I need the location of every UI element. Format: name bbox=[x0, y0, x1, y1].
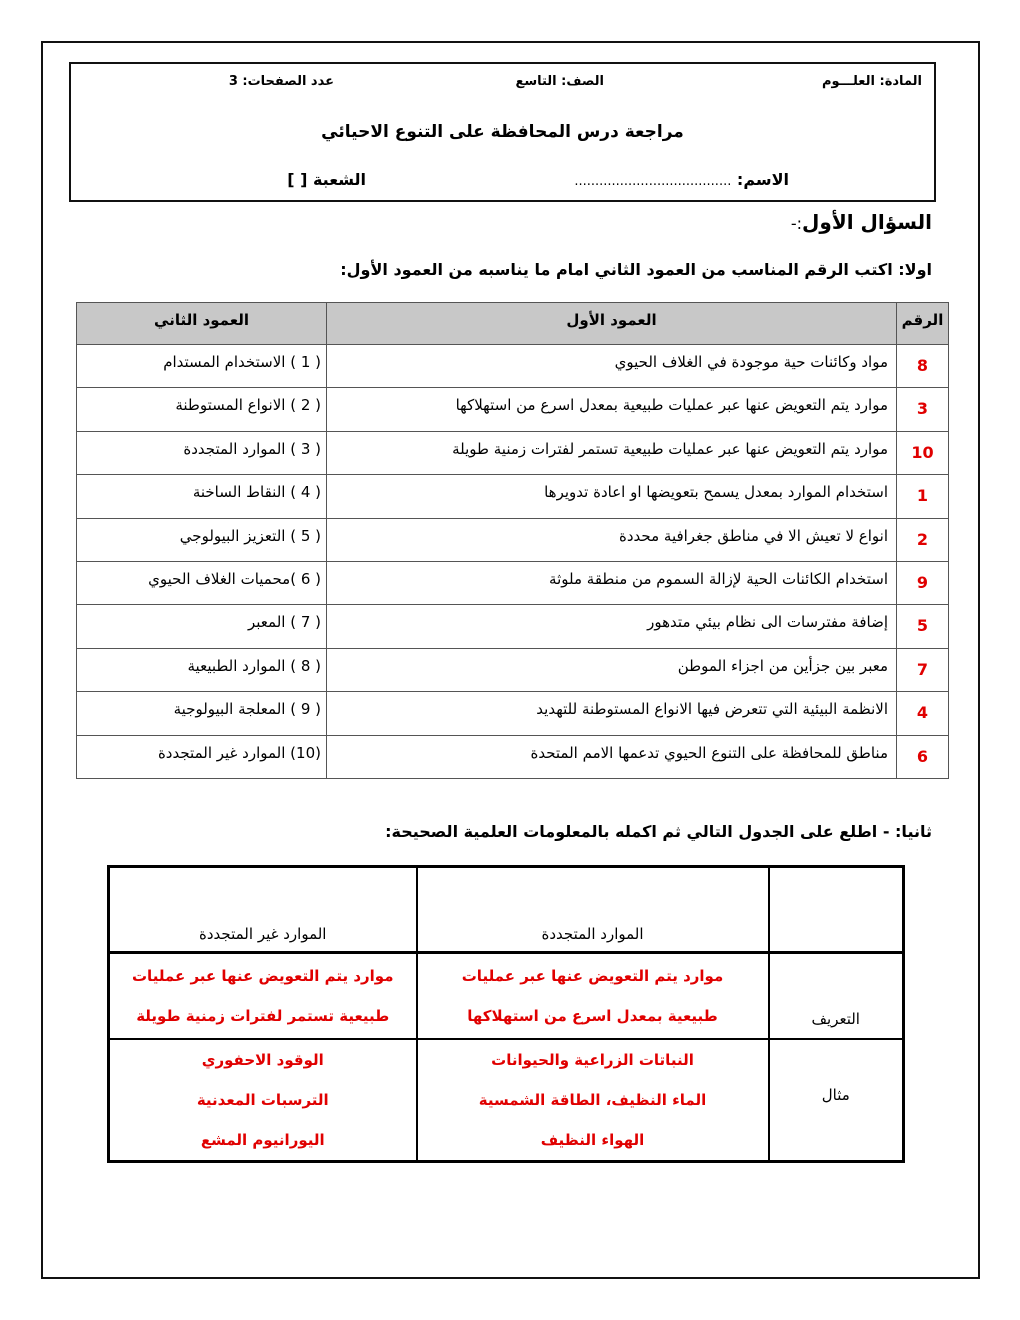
definition-cell: استخدام الكائنات الحية لإزالة السموم من منطقة ملوثة bbox=[327, 561, 897, 604]
term-cell: ( 2 ) الانواع المستوطنة bbox=[77, 388, 327, 431]
name-label: الاسم: bbox=[736, 170, 789, 189]
table-row bbox=[77, 692, 949, 735]
answer-cell[interactable]: 5 bbox=[897, 605, 949, 648]
definition-label: التعريف bbox=[769, 953, 904, 1039]
question1-title: السؤال الأول bbox=[802, 210, 932, 234]
table-row bbox=[77, 648, 949, 691]
grade-label: الصف: bbox=[561, 74, 604, 89]
worksheet-title: مراجعة درس المحافظة على التنوع الاحيائي bbox=[321, 122, 684, 142]
name-blank[interactable]: ...................................... bbox=[574, 174, 732, 189]
answer-line: الترسبات المعدنية bbox=[196, 1090, 329, 1109]
blank-header-cell bbox=[769, 867, 904, 953]
term-cell: ( 3 ) الموارد المتجددة bbox=[77, 431, 327, 474]
nonrenewable-header: الموارد غير المتجددة bbox=[109, 867, 417, 953]
definition-cell: مناطق للمحافظة على التنوع الحيوي تدعمها الامم المتحدة bbox=[327, 735, 897, 778]
definition-cell: مواد وكائنات حية موجودة في الغلاف الحيوي bbox=[327, 345, 897, 388]
answer-cell[interactable]: 3 bbox=[897, 388, 949, 431]
header-number: الرقم bbox=[897, 303, 949, 345]
pages-field bbox=[229, 74, 334, 89]
renewable-header: الموارد المتجددة bbox=[417, 867, 769, 953]
part2-instruction: ثانيا: - اطلع على الجدول التالي ثم اكمله بالمعلومات العلمية الصحيحة: bbox=[385, 822, 932, 841]
pages-label: عدد الصفحات: bbox=[242, 74, 334, 89]
worksheet-header bbox=[69, 62, 936, 202]
answer-line: النباتات الزراعية والحيوانات bbox=[491, 1050, 694, 1069]
definition-cell: موارد يتم التعويض عنها عبر عمليات طبيعية تستمر لفترات زمنية طويلة bbox=[327, 431, 897, 474]
name-field[interactable] bbox=[574, 170, 789, 189]
table-row bbox=[77, 561, 949, 604]
section-field[interactable]: الشعبة [ ] bbox=[287, 170, 366, 189]
term-cell: ( 4 ) النقاط الساخنة bbox=[77, 475, 327, 518]
definition-row bbox=[109, 953, 904, 1039]
definition-cell: انواع لا تعيش الا في مناطق جغرافية محددة bbox=[327, 518, 897, 561]
grade-field bbox=[515, 74, 604, 89]
nonrenewable-example-cell[interactable] bbox=[109, 1039, 417, 1162]
example-label: مثال bbox=[769, 1039, 904, 1162]
answer-line: الهواء النظيف bbox=[540, 1130, 645, 1149]
answer-cell[interactable]: 7 bbox=[897, 648, 949, 691]
table-row bbox=[77, 518, 949, 561]
answer-cell[interactable]: 6 bbox=[897, 735, 949, 778]
nonrenewable-definition-cell[interactable] bbox=[109, 953, 417, 1039]
definition-cell: إضافة مفترسات الى نظام بيئي متدهور bbox=[327, 605, 897, 648]
header-column1: العمود الأول bbox=[327, 303, 897, 345]
definition-cell: الانظمة البيئية التي تتعرض فيها الانواع المستوطنة للتهديد bbox=[327, 692, 897, 735]
answer-line: طبيعية تستمر لفترات زمنية طويلة bbox=[136, 1006, 390, 1025]
pages-value: 3 bbox=[228, 74, 238, 89]
answer-line: طبيعية بمعدل اسرع من استهلاكها bbox=[467, 1006, 718, 1025]
term-cell: ( 6 )محميات الغلاف الحيوي bbox=[77, 561, 327, 604]
term-cell: (10) الموارد غير المتجددة bbox=[77, 735, 327, 778]
student-info-row bbox=[71, 170, 934, 194]
table-row bbox=[77, 431, 949, 474]
definition-cell: معبر بين جزأين من اجزاء الموطن bbox=[327, 648, 897, 691]
answer-cell[interactable]: 4 bbox=[897, 692, 949, 735]
answer-line: اليورانيوم المشع bbox=[200, 1130, 325, 1149]
term-cell: ( 9 ) المعلجة البيولوجية bbox=[77, 692, 327, 735]
term-cell: ( 8 ) الموارد الطبيعية bbox=[77, 648, 327, 691]
example-row bbox=[109, 1039, 904, 1162]
subject-label: المادة: bbox=[879, 74, 922, 89]
answer-line: الوقود الاحفوري bbox=[201, 1050, 324, 1069]
table-row bbox=[77, 345, 949, 388]
part1-instruction: اولا: اكتب الرقم المناسب من العمود الثاني امام ما يناسبه من العمود الأول: bbox=[340, 260, 932, 279]
subject-value: العلـــوم bbox=[821, 74, 875, 89]
subject-field bbox=[822, 74, 922, 89]
answer-cell[interactable]: 2 bbox=[897, 518, 949, 561]
answer-line: الماء النظيف، الطاقة الشمسية bbox=[478, 1090, 707, 1109]
definition-cell: موارد يتم التعويض عنها عبر عمليات طبيعية بمعدل اسرع من استهلاكها bbox=[327, 388, 897, 431]
renewable-definition-cell[interactable] bbox=[417, 953, 769, 1039]
answer-cell[interactable]: 8 bbox=[897, 345, 949, 388]
term-cell: ( 1 ) الاستخدام المستدام bbox=[77, 345, 327, 388]
answer-line: موارد يتم التعويض عنها عبر عمليات bbox=[461, 966, 724, 985]
table-row bbox=[77, 605, 949, 648]
comparison-table bbox=[107, 865, 905, 1163]
term-cell: ( 7 ) المعبر bbox=[77, 605, 327, 648]
matching-table-header bbox=[77, 303, 949, 345]
header-column2: العمود الثاني bbox=[77, 303, 327, 345]
comparison-header-row bbox=[109, 867, 904, 953]
renewable-example-cell[interactable] bbox=[417, 1039, 769, 1162]
answer-cell[interactable]: 1 bbox=[897, 475, 949, 518]
term-cell: ( 5 ) التعزيز البيولوجي bbox=[77, 518, 327, 561]
answer-line: موارد يتم التعويض عنها عبر عمليات bbox=[131, 966, 394, 985]
table-row bbox=[77, 475, 949, 518]
answer-cell[interactable]: 10 bbox=[897, 431, 949, 474]
table-row bbox=[77, 388, 949, 431]
question1-title-suffix: :- bbox=[790, 214, 803, 233]
answer-cell[interactable]: 9 bbox=[897, 561, 949, 604]
grade-value: التاسع bbox=[515, 74, 557, 89]
matching-table bbox=[76, 302, 949, 779]
table-row bbox=[77, 735, 949, 778]
definition-cell: استخدام الموارد بمعدل يسمح بتعويضها او اعادة تدويرها bbox=[327, 475, 897, 518]
header-info-row bbox=[71, 74, 934, 96]
question1-heading bbox=[791, 210, 932, 234]
